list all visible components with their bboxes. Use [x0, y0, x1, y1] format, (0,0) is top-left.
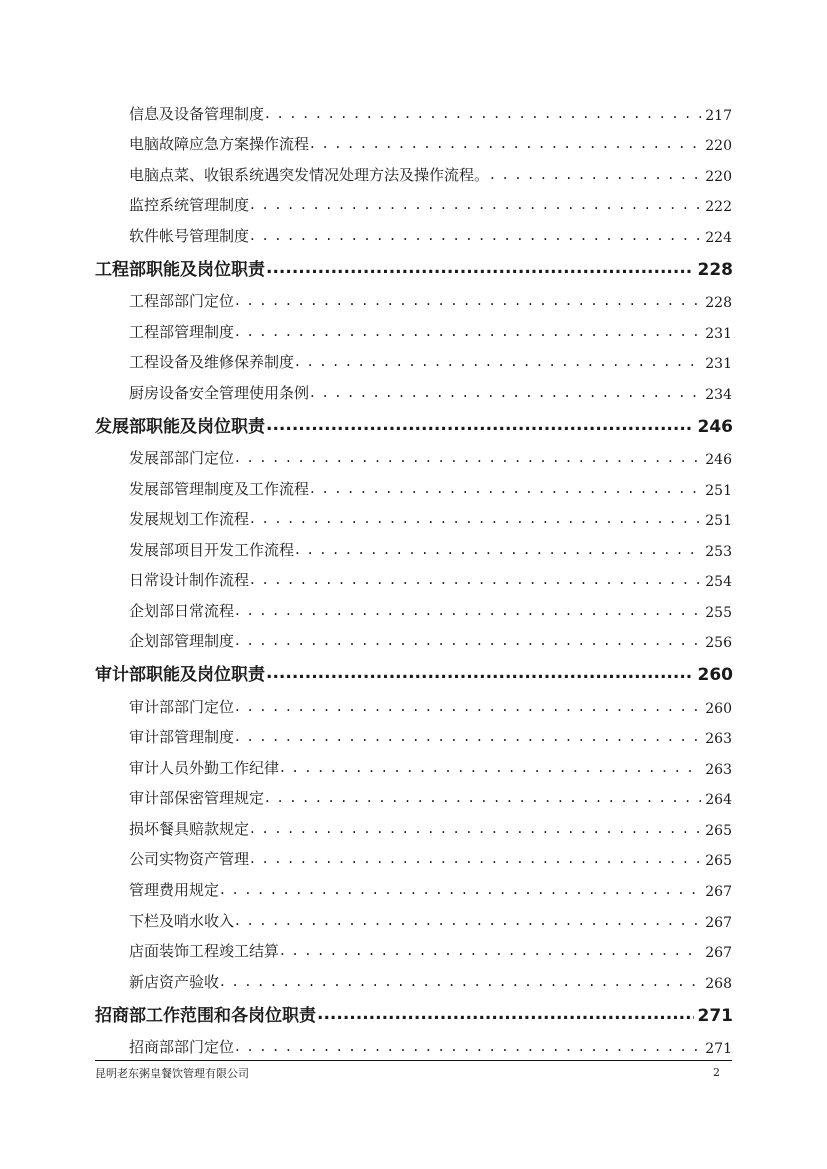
toc-entry-page: 267	[705, 945, 732, 961]
toc-entry[interactable]	[129, 878, 732, 900]
toc-entry[interactable]	[129, 446, 732, 468]
toc-entry[interactable]	[129, 725, 732, 747]
dot-leader	[266, 413, 694, 437]
toc-entry-page: 228	[705, 295, 732, 311]
toc-entry-page: 265	[705, 853, 732, 869]
toc-entry-page: 271	[697, 1006, 733, 1026]
toc-entry-title: 电脑点菜、收银系统遇突发情况处理方法及操作流程。	[129, 166, 490, 184]
dot-leader	[280, 939, 701, 961]
dot-leader	[220, 878, 701, 900]
dot-leader	[235, 289, 701, 311]
toc-entry-title: 发展部管理制度及工作流程	[129, 480, 310, 498]
toc-entry-title: 信息及设备管理制度	[129, 105, 265, 123]
toc-entry-page: 222	[705, 199, 732, 215]
toc-entry-title: 厨房设备安全管理使用条例	[129, 384, 310, 402]
toc-entry[interactable]	[129, 132, 732, 154]
toc-entry-page: 251	[705, 483, 732, 499]
dot-leader	[310, 132, 701, 154]
toc-entry[interactable]	[129, 756, 732, 778]
toc-entry[interactable]	[129, 970, 732, 992]
toc-entry[interactable]	[129, 538, 732, 560]
toc-entry-title: 管理费用规定	[129, 881, 220, 899]
toc-entry-title: 企划部管理制度	[129, 632, 235, 650]
toc-entry-title: 审计部管理制度	[129, 728, 235, 746]
toc-entry[interactable]	[129, 847, 732, 869]
toc-entry[interactable]	[129, 477, 732, 499]
toc-entry-title: 发展部部门定位	[129, 449, 235, 467]
toc-entry[interactable]	[129, 629, 732, 651]
toc-entry-page: 246	[697, 417, 733, 437]
toc-section-heading[interactable]	[95, 1002, 733, 1026]
dot-leader	[250, 193, 701, 215]
dot-leader	[250, 568, 701, 590]
dot-leader	[250, 224, 701, 246]
toc-entry-title: 软件帐号管理制度	[129, 227, 250, 245]
dot-leader	[266, 256, 694, 280]
toc-entry-title: 电脑故障应急方案操作流程	[129, 135, 310, 153]
toc-entry-page: 263	[705, 762, 732, 778]
toc-section-heading[interactable]	[95, 256, 733, 280]
toc-entry-title: 工程部部门定位	[129, 292, 235, 310]
dot-leader	[265, 786, 701, 808]
dot-leader	[235, 320, 701, 342]
dot-leader	[235, 1035, 701, 1057]
toc-entry-title: 审计部部门定位	[129, 698, 235, 716]
toc-entry-page: 267	[705, 884, 732, 900]
dot-leader	[490, 163, 701, 185]
toc-entry-page: 267	[705, 915, 732, 931]
toc-entry[interactable]	[129, 599, 732, 621]
toc-section-heading[interactable]	[95, 413, 733, 437]
toc-entry-title: 发展部职能及岗位职责	[95, 417, 265, 437]
footer-divider	[95, 1060, 732, 1061]
footer-company-name: 昆明老东粥皇餐饮管理有限公司	[95, 1067, 249, 1080]
toc-entry-page: 265	[705, 823, 732, 839]
dot-leader	[295, 350, 701, 372]
dot-leader	[235, 909, 701, 931]
toc-entry-page: 255	[705, 605, 732, 621]
dot-leader	[235, 599, 701, 621]
dot-leader	[235, 725, 701, 747]
toc-entry[interactable]	[129, 381, 732, 403]
toc-entry[interactable]	[129, 350, 732, 372]
toc-entry[interactable]	[129, 695, 732, 717]
toc-entry-page: 268	[705, 976, 732, 992]
dot-leader	[250, 847, 701, 869]
dot-leader	[235, 695, 701, 717]
toc-entry-title: 工程部职能及岗位职责	[95, 260, 265, 280]
toc-entry-page: 260	[697, 665, 733, 685]
dot-leader	[220, 970, 701, 992]
toc-entry-title: 招商部工作范围和各岗位职责	[95, 1006, 316, 1026]
toc-entry[interactable]	[129, 193, 732, 215]
toc-entry-title: 损坏餐具赔款规定	[129, 820, 250, 838]
toc-entry-title: 监控系统管理制度	[129, 196, 250, 214]
dot-leader	[266, 661, 694, 685]
toc-entry-page: 264	[705, 792, 732, 808]
dot-leader	[310, 477, 701, 499]
toc-entry-title: 店面装饰工程竣工结算	[129, 942, 280, 960]
toc-section-heading[interactable]	[95, 661, 733, 685]
toc-entry-title: 审计部保密管理规定	[129, 789, 265, 807]
toc-entry-page: 271	[705, 1041, 732, 1057]
toc-entry-page: 220	[705, 138, 732, 154]
toc-entry-page: 263	[705, 731, 732, 747]
toc-entry-title: 公司实物资产管理	[129, 850, 250, 868]
toc-entry-title: 招商部部门定位	[129, 1038, 235, 1056]
toc-entry-title: 工程设备及维修保养制度	[129, 353, 295, 371]
toc-entry[interactable]	[129, 320, 732, 342]
toc-entry[interactable]	[129, 817, 732, 839]
toc-entry-title: 发展部项目开发工作流程	[129, 541, 295, 559]
toc-entry-title: 企划部日常流程	[129, 602, 235, 620]
dot-leader	[250, 507, 701, 529]
toc-entry[interactable]	[129, 909, 732, 931]
dot-leader	[295, 538, 701, 560]
dot-leader	[235, 446, 701, 468]
toc-entry-page: 256	[705, 635, 732, 651]
toc-entry[interactable]	[129, 1035, 732, 1057]
toc-entry-page: 217	[705, 108, 732, 124]
toc-entry[interactable]	[129, 939, 732, 961]
toc-entry-page: 228	[697, 260, 733, 280]
toc-entry-title: 发展规划工作流程	[129, 510, 250, 528]
toc-entry[interactable]	[129, 102, 732, 124]
toc-entry[interactable]	[129, 163, 732, 185]
toc-entry-title: 新店资产验收	[129, 973, 220, 991]
toc-entry-page: 254	[705, 574, 732, 590]
toc-entry-page: 260	[705, 701, 732, 717]
toc-entry-title: 工程部管理制度	[129, 323, 235, 341]
dot-leader	[280, 756, 701, 778]
toc-entry-page: 246	[705, 452, 732, 468]
toc-entry-title: 下栏及哨水收入	[129, 912, 235, 930]
toc-entry[interactable]	[129, 786, 732, 808]
toc-entry[interactable]	[129, 507, 732, 529]
toc-entry-title: 审计部职能及岗位职责	[95, 665, 265, 685]
toc-entry-title: 审计人员外勤工作纪律	[129, 759, 280, 777]
dot-leader	[250, 817, 701, 839]
toc-entry-title: 日常设计制作流程	[129, 571, 250, 589]
toc-entry-page: 234	[705, 387, 732, 403]
dot-leader	[317, 1002, 694, 1026]
toc-entry-page: 220	[705, 169, 732, 185]
toc-entry[interactable]	[129, 289, 732, 311]
dot-leader	[265, 102, 701, 124]
toc-entry-page: 231	[705, 326, 732, 342]
dot-leader	[310, 381, 701, 403]
toc-entry[interactable]	[129, 568, 732, 590]
toc-entry-page: 253	[705, 544, 732, 560]
toc-entry-page: 224	[705, 230, 732, 246]
toc-entry-page: 231	[705, 356, 732, 372]
toc-entry-page: 251	[705, 513, 732, 529]
toc-entry[interactable]	[129, 224, 732, 246]
dot-leader	[235, 629, 701, 651]
footer-page-number: 2	[713, 1066, 720, 1079]
